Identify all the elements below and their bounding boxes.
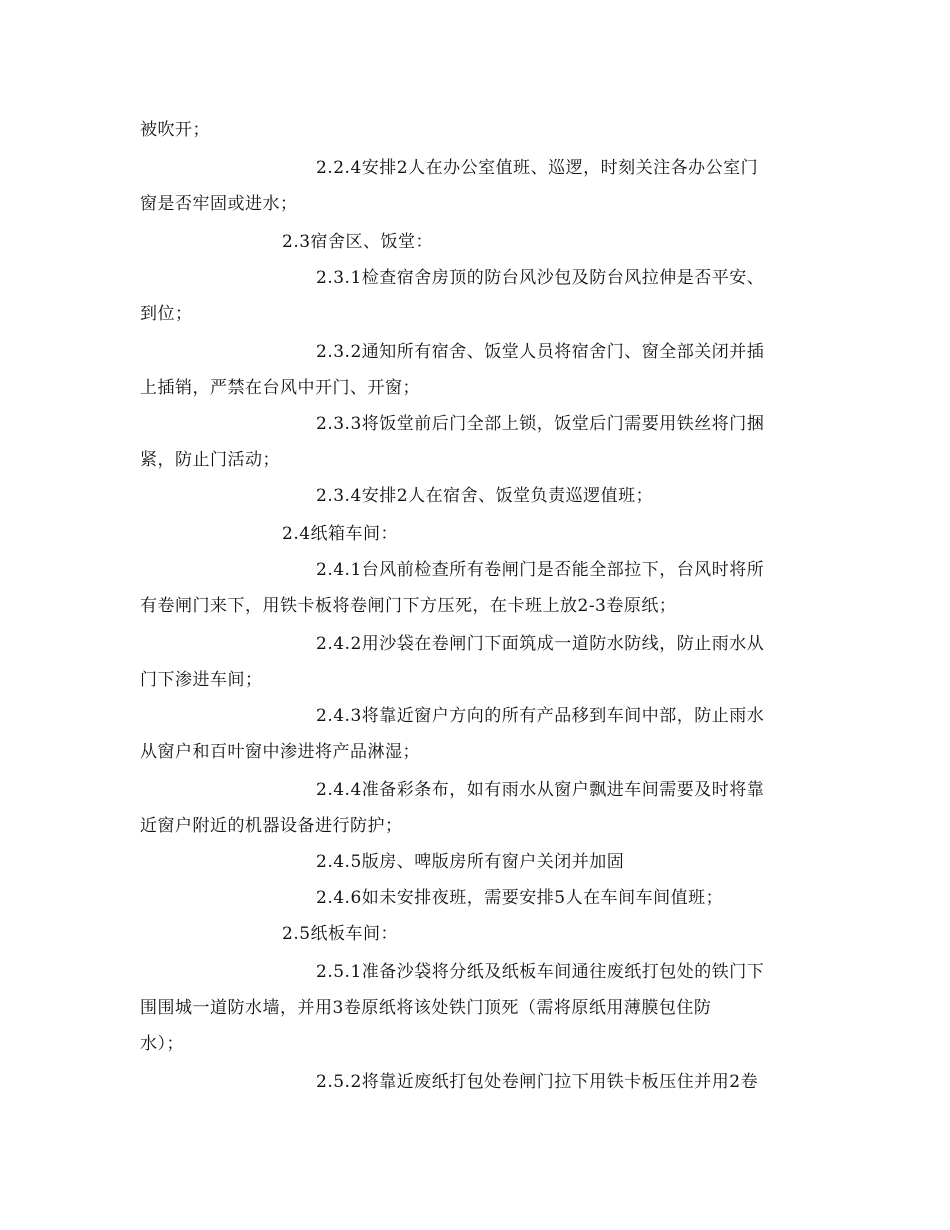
text-line: 围围城一道防水墙，并用3卷原纸将该处铁门顶死（需将原纸用薄膜包住防 bbox=[140, 998, 712, 1018]
text-line: 2.4.6如未安排夜班，需要安排5人在车间车间值班； bbox=[316, 888, 724, 908]
text-line: 到位； bbox=[140, 304, 193, 324]
text-line: 2.3.3将饭堂前后门全部上锁，饭堂后门需要用铁丝将门捆 bbox=[316, 414, 765, 434]
text-line: 被吹开； bbox=[140, 120, 210, 140]
text-line: 近窗户附近的机器设备进行防护； bbox=[140, 816, 403, 836]
text-line: 门下渗进车间； bbox=[140, 670, 263, 690]
section-heading: 2.4纸箱车间： bbox=[282, 524, 399, 544]
text-line: 窗是否牢固或进水； bbox=[140, 194, 298, 214]
text-line: 紧，防止门活动； bbox=[140, 450, 280, 470]
text-line: 2.3.4安排2人在宿舍、饭堂负责巡逻值班； bbox=[316, 486, 654, 506]
text-line: 从窗户和百叶窗中渗进将产品淋湿； bbox=[140, 742, 420, 762]
section-heading: 2.3宿舍区、饭堂： bbox=[282, 232, 434, 252]
text-line: 2.5.1准备沙袋将分纸及纸板车间通往废纸打包处的铁门下 bbox=[316, 962, 765, 982]
text-line: 2.4.1台风前检查所有卷闸门是否能全部拉下，台风时将所 bbox=[316, 560, 765, 580]
text-line: 2.5.2将靠近废纸打包处卷闸门拉下用铁卡板压住并用2卷 bbox=[316, 1072, 759, 1092]
text-line: 2.4.2用沙袋在卷闸门下面筑成一道防水防线，防止雨水从 bbox=[316, 634, 765, 654]
text-line: 有卷闸门来下，用铁卡板将卷闸门下方压死，在卡班上放2-3卷原纸； bbox=[140, 596, 677, 616]
text-line: 2.2.4安排2人在办公室值班、巡逻，时刻关注各办公室门 bbox=[316, 158, 759, 178]
section-heading: 2.5纸板车间： bbox=[282, 924, 399, 944]
text-line: 2.4.5版房、啤版房所有窗户关闭并加固 bbox=[316, 852, 625, 872]
text-line: 上插销，严禁在台风中开门、开窗； bbox=[140, 378, 420, 398]
text-line: 2.3.1检查宿舍房顶的防台风沙包及防台风拉伸是否平安、 bbox=[316, 268, 765, 288]
text-line: 2.3.2通知所有宿舍、饭堂人员将宿舍门、窗全部关闭并插 bbox=[316, 342, 765, 362]
text-line: 2.4.3将靠近窗户方向的所有产品移到车间中部，防止雨水 bbox=[316, 706, 765, 726]
text-line: 2.4.4准备彩条布，如有雨水从窗户飘进车间需要及时将靠 bbox=[316, 780, 765, 800]
text-line: 水）； bbox=[140, 1034, 184, 1054]
